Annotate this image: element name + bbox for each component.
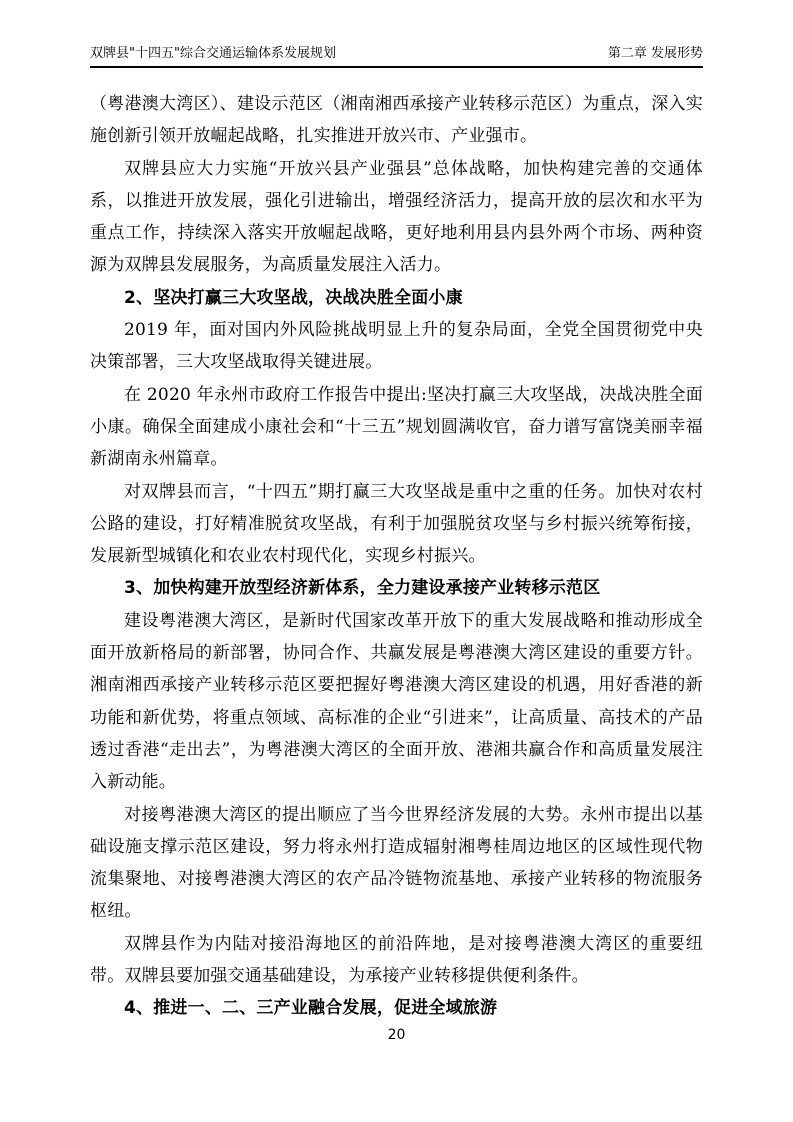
section-heading-4: 4、推进一、二、三产业融合发展，促进全域旅游 — [124, 998, 498, 1019]
section-heading-2: 2、坚决打赢三大攻坚战，决战决胜全面小康 — [124, 287, 463, 308]
paragraph: 在 2020 年永州市政府工作报告中提出:坚决打赢三大攻坚战，决战决胜全面小康。确保全面建成小康社会和“十三五”规划圆满收官，奋力谱写富饶美丽幸福新湖南永州篇章。 — [90, 384, 703, 470]
paragraph: 对接粤港澳大湾区的提出顺应了当今世界经济发展的大势。永州市提出以基础设施支撑示范区建设，努力将永州打造成辐射湘粤桂周边地区的区域性现代物流集聚地、对接粤港澳大湾区的农产品冷链物流基地、承接产业转移的物流服务枢纽。 — [90, 804, 703, 922]
paragraph: 对双牌县而言，“十四五”期打赢三大攻坚战是重中之重的任务。加快对农村公路的建设，打好精准脱贫攻坚战，有利于加强脱贫攻坚与乡村振兴统筹衔接，发展新型城镇化和农业农村现代化，实现乡村振兴。 — [90, 481, 703, 567]
section-heading-3: 3、加快构建开放型经济新体系，全力建设承接产业转移示范区 — [124, 578, 601, 599]
paragraph: 双牌县作为内陆对接沿海地区的前沿阵地，是对接粤港澳大湾区的重要纽带。双牌县要加强交通基础建设，为承接产业转移提供便利条件。 — [90, 933, 703, 987]
page-number: 20 — [387, 1027, 406, 1043]
document-body — [90, 88, 703, 1025]
page-footer — [0, 1026, 793, 1044]
paragraph: 2019 年，面对国内外风险挑战明显上升的复杂局面，全党全国贯彻党中央决策部署，三大攻坚战取得关键进展。 — [90, 320, 703, 373]
header-chapter-title: 第二章 发展形势 — [607, 46, 703, 61]
page-header — [90, 46, 703, 68]
paragraph-continuation: （粤港澳大湾区）、建设示范区（湘南湘西承接产业转移示范区）为重点，深入实施创新引领开放崛起战略，扎实推进开放兴市、产业强市。 — [90, 94, 703, 147]
paragraph: 建设粤港澳大湾区，是新时代国家改革开放下的重大发展战略和推动形成全面开放新格局的新部署，协同合作、共赢发展是粤港澳大湾区建设的重要方针。湘南湘西承接产业转移示范区要把握好粤港澳大湾区建设的机遇，用好香港的新功能和新优势，将重点领域、高标准的企业“引进来”，让高质量、高技术的产品透过香港“走出去”，为粤港澳大湾区的全面开放、港湘共赢合作和高质量发展注入新动能。 — [90, 610, 703, 793]
paragraph: 双牌县应大力实施“开放兴县产业强县”总体战略，加快构建完善的交通体系，以推进开放发展，强化引进输出，增强经济活力，提高开放的层次和水平为重点工作，持续深入落实开放崛起战略，更好地利用县内县外两个市场、两种资源为双牌县发展服务，为高质量发展注入活力。 — [90, 158, 703, 276]
header-document-title: 双牌县"十四五"综合交通运输体系发展规划 — [90, 46, 336, 61]
